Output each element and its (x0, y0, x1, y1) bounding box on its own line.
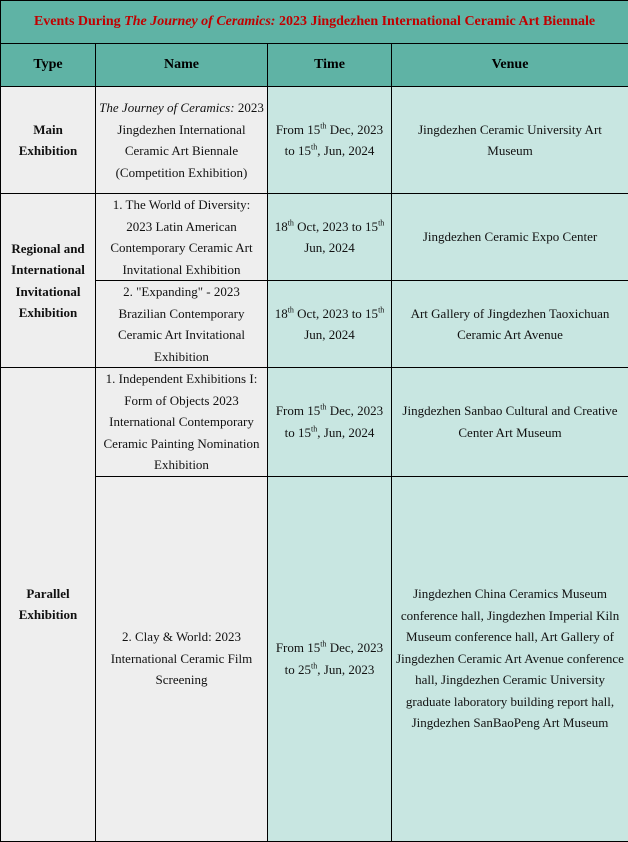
table-row (1, 87, 628, 194)
table-row (1, 476, 628, 841)
name-cell: 2. Clay & World: 2023 International Ceramic Film Screening (96, 476, 268, 841)
title-italic: The Journey of Ceramics: (124, 14, 275, 29)
title-suffix: 2023 Jingdezhen International Ceramic Art Biennale (275, 14, 595, 29)
venue-cell: Jingdezhen Sanbao Cultural and Creative Center Art Museum (392, 368, 628, 477)
venue-cell: Jingdezhen China Ceramics Museum conference hall, Jingdezhen Imperial Kiln Museum conference hall, Art Gallery of Jingdezhen Ceramic Art Avenue conference hall, Jingdezhen Ceramic University graduate laboratory building report hall, Jingdezhen SanBaoPeng Art Museum (392, 476, 628, 841)
time-cell: 18th Oct, 2023 to 15th Jun, 2024 (268, 194, 392, 281)
title-prefix: Events During (34, 14, 124, 29)
name-cell: 1. The World of Diversity: 2023 Latin American Contemporary Ceramic Art Invitational Exhibition (96, 194, 268, 281)
header-venue: Venue (392, 44, 628, 87)
name-text: 2023 Jingdezhen International Ceramic Art Biennale (Competition Exhibition) (116, 100, 264, 180)
time-cell: From 15th Dec, 2023 to 15th, Jun, 2024 (268, 368, 392, 477)
table-row (1, 194, 628, 281)
name-cell: 2. "Expanding" - 2023 Brazilian Contemporary Ceramic Art Invitational Exhibition (96, 281, 268, 368)
header-time: Time (268, 44, 392, 87)
header-row (1, 44, 628, 87)
venue-cell: Art Gallery of Jingdezhen Taoxichuan Ceramic Art Avenue (392, 281, 628, 368)
type-regional-exhibition: Regional and International Invitational Exhibition (1, 194, 96, 368)
venue-cell: Jingdezhen Ceramic Expo Center (392, 194, 628, 281)
time-cell: From 15th Dec, 2023 to 15th, Jun, 2024 (268, 87, 392, 194)
name-cell: 1. Independent Exhibitions I: Form of Objects 2023 International Contemporary Ceramic Painting Nomination Exhibition (96, 368, 268, 477)
header-type: Type (1, 44, 96, 87)
name-italic: The Journey of Ceramics: (99, 100, 234, 115)
type-parallel-exhibition: Parallel Exhibition (1, 368, 96, 842)
table-title (1, 1, 628, 44)
table-row (1, 368, 628, 477)
header-name: Name (96, 44, 268, 87)
time-cell: 18th Oct, 2023 to 15th Jun, 2024 (268, 281, 392, 368)
time-cell: From 15th Dec, 2023 to 25th, Jun, 2023 (268, 476, 392, 841)
name-cell (96, 87, 268, 194)
table-row (1, 281, 628, 368)
venue-cell: Jingdezhen Ceramic University Art Museum (392, 87, 628, 194)
type-main-exhibition: Main Exhibition (1, 87, 96, 194)
